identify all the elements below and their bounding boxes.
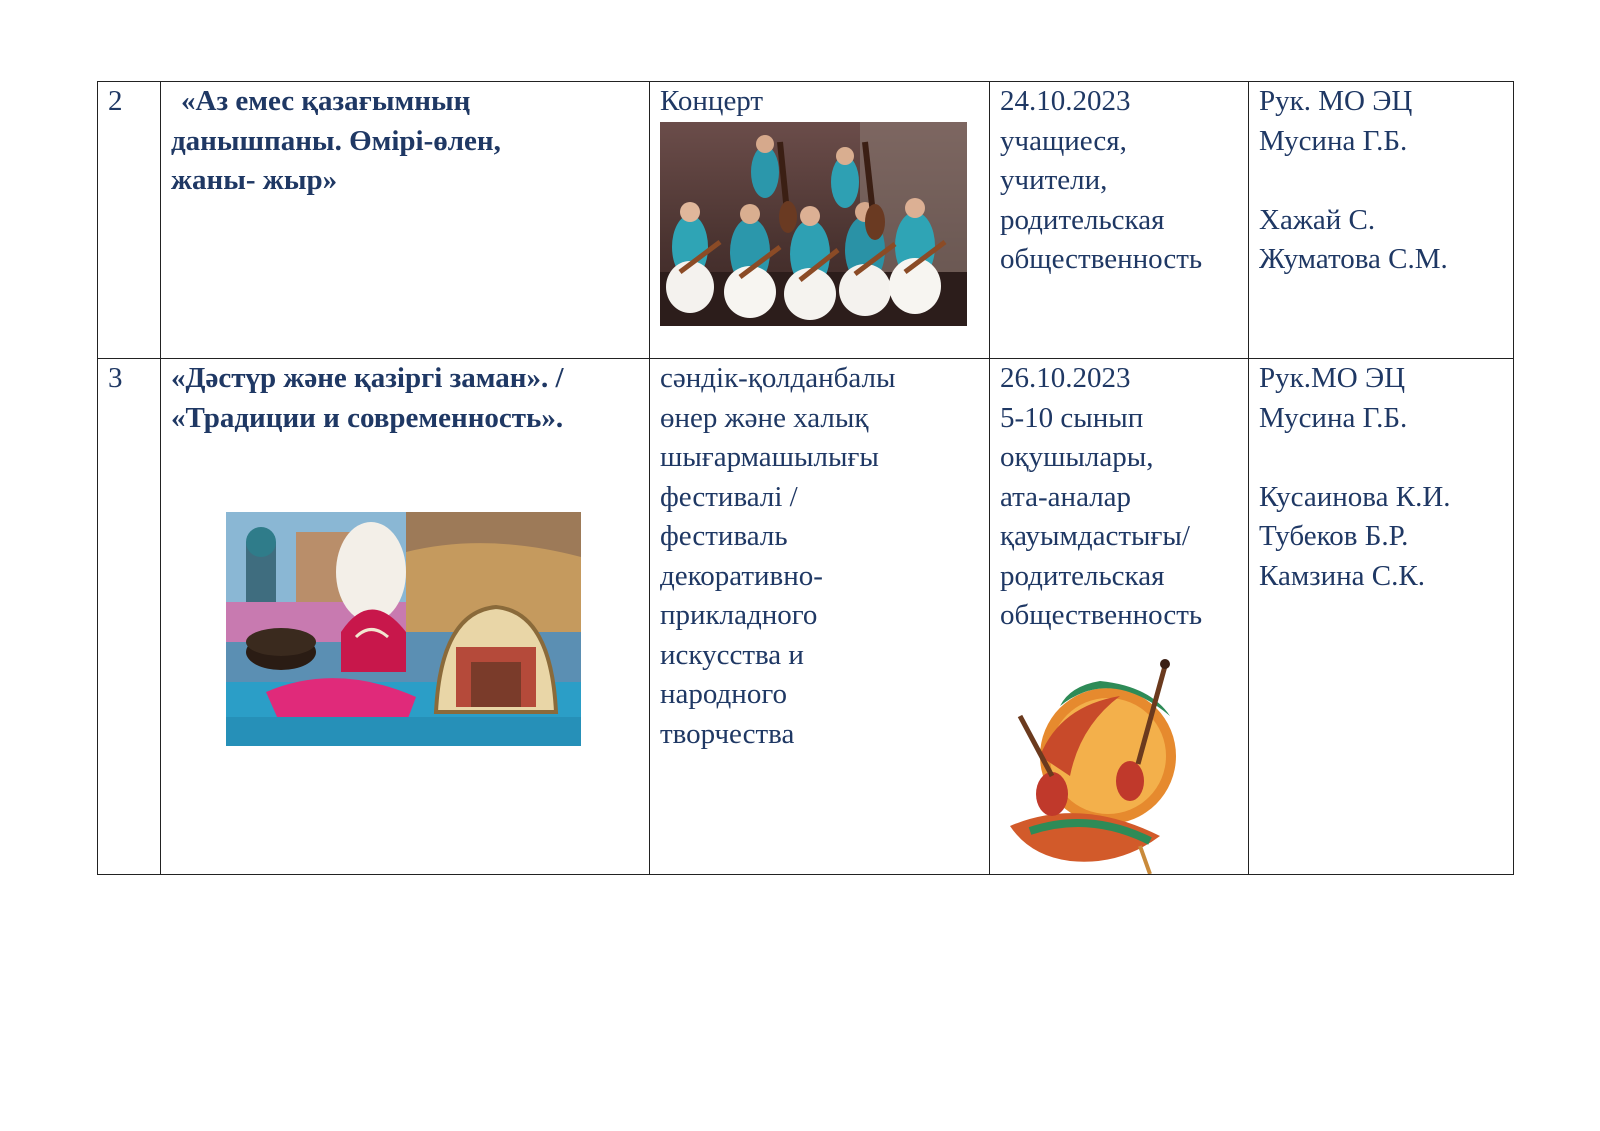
concert-photo	[660, 122, 967, 326]
row-number: 3	[98, 359, 161, 875]
event-form: сәндік-қолданбалы өнер және халық шығармашылығы фестивалі / фестиваль декоративно- прикладного искусства и народного творчества	[650, 359, 990, 875]
event-responsible: Рук.МО ЭЦ Мусина Г.Б. Кусаинова К.И. Тубеков Б.Р. Камзина С.К.	[1249, 359, 1514, 875]
table-row	[98, 82, 1514, 359]
table-row	[98, 359, 1514, 875]
event-responsible: Рук. МО ЭЦ Мусина Г.Б. Хажай С. Жуматова С.М.	[1249, 82, 1514, 359]
events-table	[97, 81, 1514, 875]
event-date-participants: 26.10.2023 5-10 сынып оқушылары, ата-аналар қауымдастығы/ родительская общественность	[990, 359, 1249, 875]
row-number: 2	[98, 82, 161, 359]
event-title: «Аз емес қазағымның данышпаны. Өмірі-өлен, жаны- жыр»	[161, 82, 650, 359]
event-date-participants: 24.10.2023 учащиеся, учители, родительская общественность	[990, 82, 1249, 359]
event-title: «Дәстүр және қазіргі заман». / «Традиции и современность».	[161, 359, 650, 875]
event-form: Концерт	[650, 82, 990, 359]
dombra-illustration	[1000, 646, 1176, 874]
crafts-photo	[226, 512, 581, 746]
